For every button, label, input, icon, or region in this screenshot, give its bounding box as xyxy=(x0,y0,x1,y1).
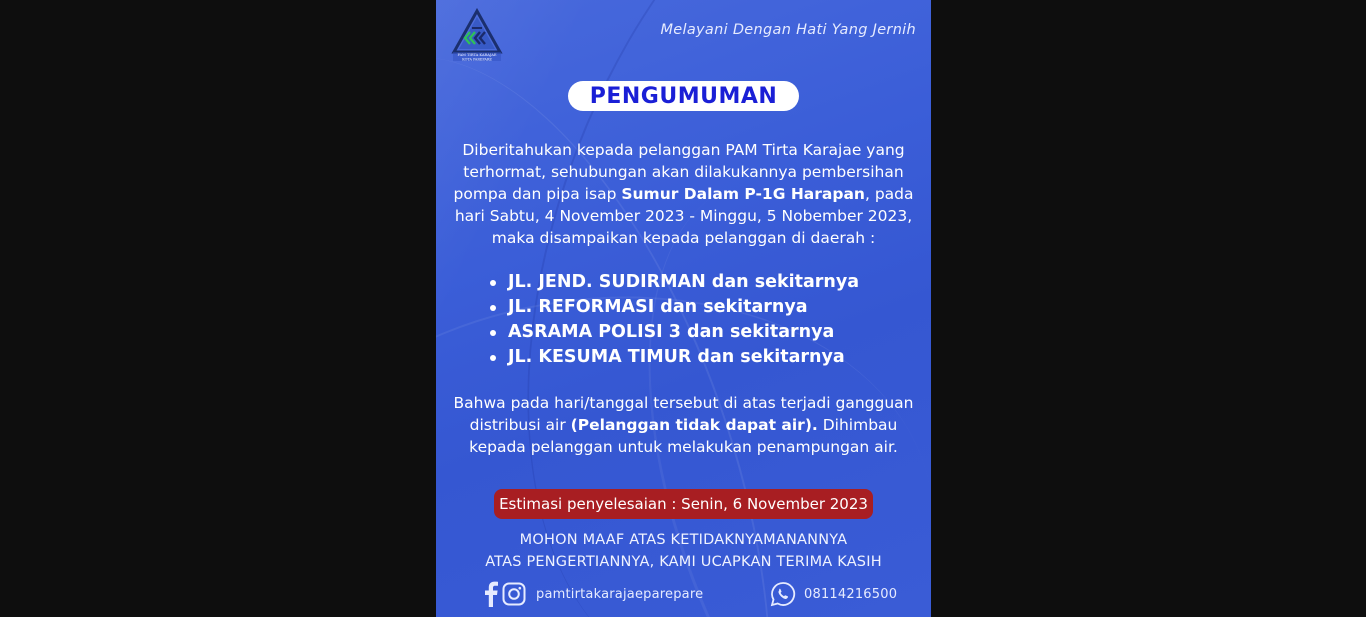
list-item xyxy=(490,270,910,295)
contact-phone xyxy=(770,581,897,607)
svg-text:KOTA PAREPARE: KOTA PAREPARE xyxy=(462,57,492,62)
intro-text: , pada hari Sabtu, 4 November 2023 - Minggu, 5 Nobember 2023, maka disampaikan kepada pelanggan di daerah : xyxy=(454,185,914,247)
area-label: JL. REFORMASI dan sekitarnya xyxy=(508,297,808,317)
tagline: Melayani Dengan Hati Yang Jernih xyxy=(660,22,916,38)
notice-paragraph xyxy=(450,392,917,458)
estimate-badge: Estimasi penyelesaian : Senin, 6 November 2023 xyxy=(494,489,873,519)
bullet-icon xyxy=(490,330,496,336)
list-item xyxy=(490,295,910,320)
bullet-icon xyxy=(490,305,496,311)
intro-text: Diberitahukan kepada pelanggan PAM Tirta Karajae yang terhormat, sehubungan akan dilakukannya pembersihan pompa dan pipa isap xyxy=(453,141,905,203)
area-label: JL. JEND. SUDIRMAN dan sekitarnya xyxy=(508,272,860,292)
svg-text:PAM TIRTA KARAJAE: PAM TIRTA KARAJAE xyxy=(457,53,497,57)
notice-text: Dihimbau kepada pelanggan untuk melakukan penampungan air. xyxy=(469,416,898,456)
bullet-icon xyxy=(490,355,496,361)
well-location: Sumur Dalam P-1G Harapan xyxy=(621,185,865,203)
announcement-poster xyxy=(436,0,931,617)
intro-paragraph xyxy=(450,139,917,249)
instagram-icon xyxy=(502,582,526,606)
list-item xyxy=(490,345,910,370)
affected-areas-list xyxy=(490,270,910,370)
social-media xyxy=(484,581,703,607)
page-title: PENGUMUMAN xyxy=(589,83,778,109)
notice-text: Bahwa pada hari/tanggal tersebut di atas terjadi gangguan distribusi air xyxy=(453,394,914,434)
social-handle: pamtirtakarajaeparepare xyxy=(536,586,704,602)
whatsapp-icon xyxy=(770,581,796,607)
title-badge xyxy=(568,81,799,111)
closing-message xyxy=(450,529,917,573)
closing-line-1: MOHON MAAF ATAS KETIDAKNYAMANANNYA xyxy=(519,532,848,548)
pam-tirta-karajae-logo-icon xyxy=(450,8,504,62)
facebook-icon xyxy=(484,581,498,607)
area-label: JL. KESUMA TIMUR dan sekitarnya xyxy=(508,347,845,367)
closing-line-2: ATAS PENGERTIANNYA, KAMI UCAPKAN TERIMA KASIH xyxy=(485,554,882,570)
phone-number: 08114216500 xyxy=(804,586,898,602)
bullet-icon xyxy=(490,280,496,286)
list-item xyxy=(490,320,910,345)
area-label: ASRAMA POLISI 3 dan sekitarnya xyxy=(508,322,835,342)
notice-emphasis: (Pelanggan tidak dapat air). xyxy=(570,416,818,434)
